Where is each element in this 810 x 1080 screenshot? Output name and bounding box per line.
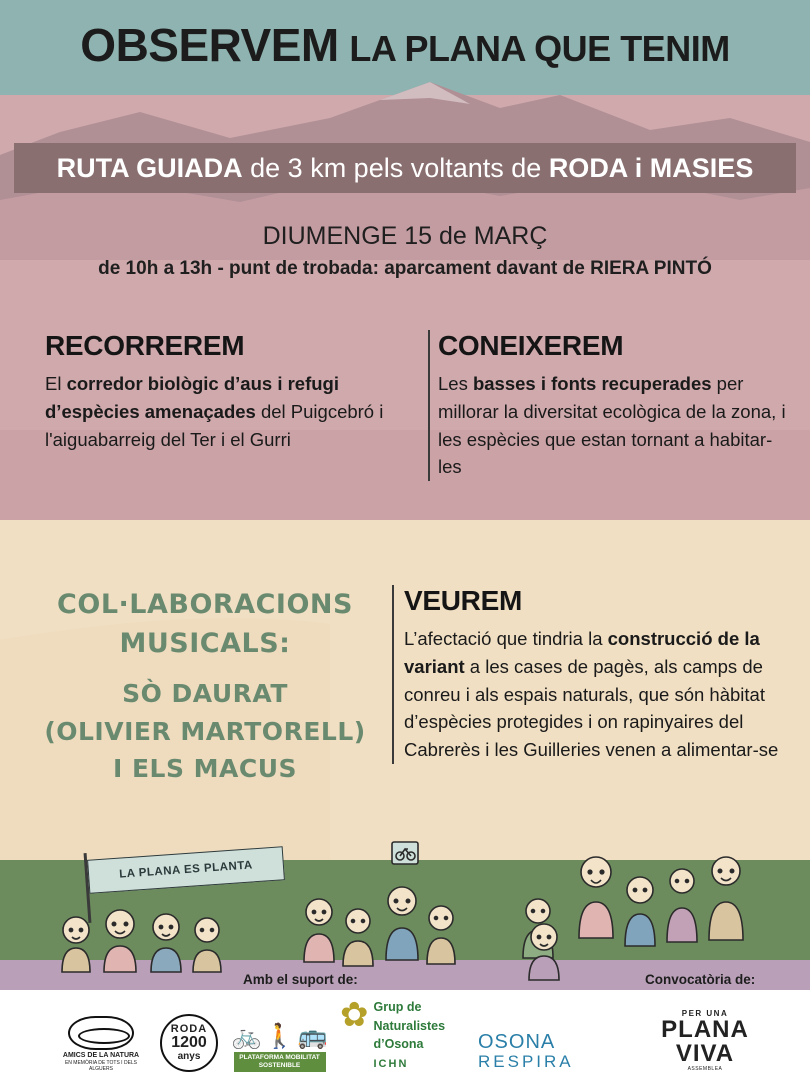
logo-plana-line0: PER UNA <box>681 1009 729 1018</box>
coneixerem-text-c: per millorar la diversitat ecològica de la zona, i les espècies que estan tornant a habitar-les <box>438 373 786 478</box>
ribbon-pre: RUTA GUIADA <box>56 152 243 183</box>
pedestrian-icon: 🚶 <box>264 1022 295 1050</box>
music-heading-line1: COL·LABORACIONS <box>57 589 353 620</box>
section-musical-collaborations <box>30 585 380 788</box>
section-recorrerem-heading: RECORREREM <box>45 330 245 361</box>
logo-osona-respira <box>478 1032 598 1072</box>
logo-plana-line3: ASSEMBLEA <box>687 1066 723 1072</box>
ribbon-mid: de 3 km pels voltants de <box>242 152 549 183</box>
ribbon-post: RODA i MASIES <box>548 152 754 183</box>
recorrerem-text-c: del Puigcebró i l'aiguabarreig del Ter i el Gurri <box>45 400 384 450</box>
section-recorrerem-body <box>45 370 400 453</box>
recorrerem-text-b: corredor biològic d’aus i refugi d’espècies amenaçades <box>45 373 339 422</box>
coneixerem-text-a: Les <box>438 373 473 394</box>
logo-ichn-text <box>374 998 446 1072</box>
section-veurem <box>392 585 782 764</box>
logo-grup-naturalistes-osona <box>340 998 490 1072</box>
logo-roda-line2: 1200 <box>171 1034 207 1052</box>
route-ribbon <box>14 143 796 193</box>
music-heading <box>30 585 380 663</box>
convoked-label: Convocatòria de: <box>645 972 756 987</box>
protest-banner: LA PLANA ES PLANTA <box>87 846 285 894</box>
logo-respira-line2: RESPIRA <box>478 1052 574 1072</box>
flower-icon: ✿ <box>340 996 369 1035</box>
music-act-2: (OLIVIER MARTORELL) <box>44 716 366 746</box>
route-ribbon-text <box>57 153 754 184</box>
section-coneixerem-heading: CONEIXEREM <box>438 330 624 361</box>
section-coneixerem-body <box>438 370 788 481</box>
logo-mobilitat-text <box>234 1052 326 1072</box>
veurem-text-b: construcció de la variant <box>404 628 760 677</box>
section-coneixerem <box>428 330 788 481</box>
mobility-icons <box>232 1013 328 1049</box>
recorrerem-text-a: El <box>45 373 67 394</box>
logo-plana-line1: PLANA <box>661 1016 749 1043</box>
logo-ichn-line1: Grup de <box>373 1000 422 1015</box>
logo-ichn-line2: Naturalistes <box>373 1018 446 1033</box>
logo-mobilitat-line2: SOSTENIBLE <box>258 1061 301 1069</box>
page-title <box>0 18 810 72</box>
music-heading-line2: MUSICALS: <box>119 628 291 660</box>
section-veurem-body <box>404 625 782 764</box>
veurem-text-a: L’afectació que tindria la <box>404 628 608 649</box>
logo-strip <box>0 990 810 1080</box>
section-veurem-heading: VEUREM <box>404 585 522 616</box>
logo-ichn-line4: ICHN <box>373 1057 409 1070</box>
music-act-3: I ELS MACUS <box>112 754 298 784</box>
snake-icon <box>68 1016 134 1050</box>
logo-roda-line1: RODA <box>170 1022 208 1035</box>
support-label: Amb el suport de: <box>243 972 358 987</box>
roda-ring-icon <box>160 1014 218 1072</box>
section-recorrerem <box>45 330 400 453</box>
title-tagline: LA PLANA QUE TENIM <box>349 28 730 69</box>
music-act-list <box>30 675 380 788</box>
logo-amics-de-la-natura <box>55 1016 147 1072</box>
logo-per-una-plana-viva <box>640 1009 770 1072</box>
logo-mobilitat-line1: PLATAFORMA MOBILITAT <box>239 1053 320 1061</box>
event-time-place: de 10h a 13h - punt de trobada: aparcament davant de RIERA PINTÓ <box>98 258 712 279</box>
logo-respira-text <box>478 1032 574 1072</box>
logo-plana-line2: VIVA <box>675 1040 735 1067</box>
logo-plataforma-mobilitat <box>232 1013 327 1072</box>
title-word-observem: OBSERVEM <box>80 19 339 71</box>
bicycle-icon: 🚲 <box>231 1022 262 1050</box>
logo-amics-sub: EN MEMÒRIA DE TOTS I DELS ALGUERS <box>64 1060 138 1072</box>
logo-amics-name: AMICS DE LA NATURA <box>62 1052 140 1059</box>
veurem-text-c: a les cases de pagès, als camps de conreu i als espais naturals, que són hàbitat d’espècies protegides i on rapinyaires del Cabrerès i les Guilleries venen a alimentar-se <box>404 655 779 760</box>
coneixerem-text-b: basses i fonts recuperades <box>472 373 712 394</box>
bus-icon: 🚌 <box>297 1022 328 1050</box>
event-date: DIUMENGE 15 de MARÇ <box>262 222 548 250</box>
logo-roda-line3: anys <box>177 1050 201 1062</box>
logo-respira-line1: OSONA <box>478 1031 556 1054</box>
logo-roda-1200-anys <box>150 1014 228 1072</box>
music-act-1: SÒ DAURAT <box>122 679 288 709</box>
crowd-illustration <box>0 820 810 990</box>
logo-ichn-line3: d’Osona <box>373 1037 424 1052</box>
